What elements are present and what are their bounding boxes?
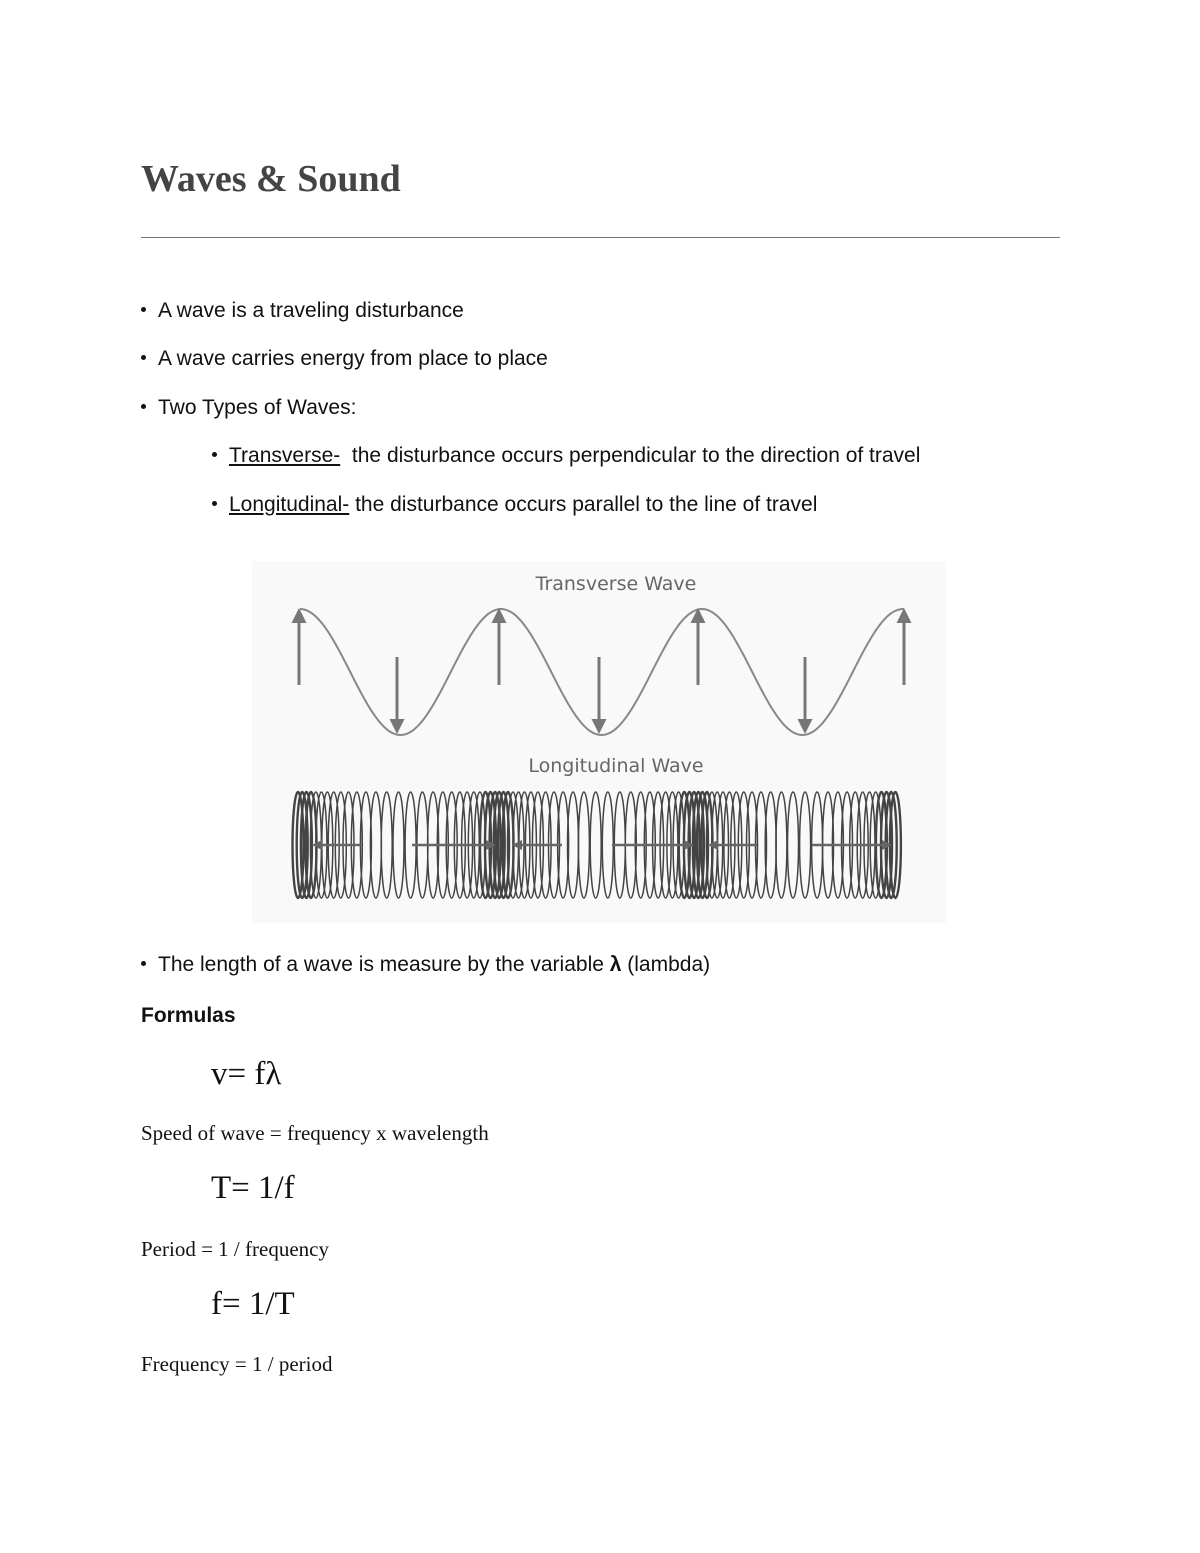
bullet-dot (212, 452, 217, 457)
coil-loop (602, 792, 613, 898)
formula-frequency-description: Frequency = 1 / period (141, 1352, 333, 1376)
coil-loop (381, 792, 392, 898)
coil-loop (393, 792, 404, 898)
sub-bullet-transverse (212, 442, 920, 470)
bullet-item (141, 297, 464, 325)
longitudinal-wave-label: Longitudinal Wave (528, 755, 704, 777)
bullet-dot (212, 501, 217, 506)
bullet-dot (141, 961, 146, 966)
term-longitudinal: Longitudinal- (229, 493, 350, 516)
formula-speed-description: Speed of wave = frequency x wavelength (141, 1121, 489, 1145)
page-title: Waves & Sound (141, 158, 401, 200)
lambda-text-after: (lambda) (621, 953, 711, 976)
bullet-item (141, 394, 356, 422)
longitudinal-wave-coils (293, 792, 901, 898)
lambda-text-before: The length of a wave is measure by the variable (158, 953, 610, 976)
transverse-wave-label: Transverse Wave (535, 573, 697, 595)
coil-loop (590, 792, 601, 898)
formulas-heading: Formulas (141, 1004, 236, 1027)
lambda-symbol: λ (609, 953, 622, 976)
coil-loop (788, 792, 799, 898)
bullet-dot (141, 355, 146, 360)
formula-period-description: Period = 1 / frequency (141, 1237, 329, 1261)
transverse-arrows (299, 611, 904, 731)
coil-loop (578, 792, 589, 898)
term-transverse: Transverse- (229, 444, 341, 467)
formula-frequency: f= 1/T (211, 1286, 295, 1322)
transverse-wave-curve (300, 609, 904, 735)
bullet-dot (141, 404, 146, 409)
bullet-text: Two Types of Waves: (158, 396, 357, 419)
bullet-text: A wave is a traveling disturbance (158, 299, 464, 322)
title-divider (141, 237, 1060, 238)
bullet-item (141, 345, 548, 373)
bullet-dot (141, 307, 146, 312)
sub-bullet-text: the disturbance occurs perpendicular to the direction of travel (340, 444, 921, 467)
wave-diagram (252, 561, 946, 923)
bullet-text: A wave carries energy from place to place (158, 347, 548, 370)
coil-loop (800, 792, 811, 898)
formula-speed: v= fλ (211, 1056, 282, 1092)
sub-bullet-longitudinal (212, 491, 817, 519)
coil-loop (776, 792, 787, 898)
bullet-lambda (141, 951, 710, 979)
wave-figure (252, 561, 946, 923)
sub-bullet-text: the disturbance occurs parallel to the line of travel (349, 493, 818, 516)
formula-period: T= 1/f (211, 1170, 295, 1206)
